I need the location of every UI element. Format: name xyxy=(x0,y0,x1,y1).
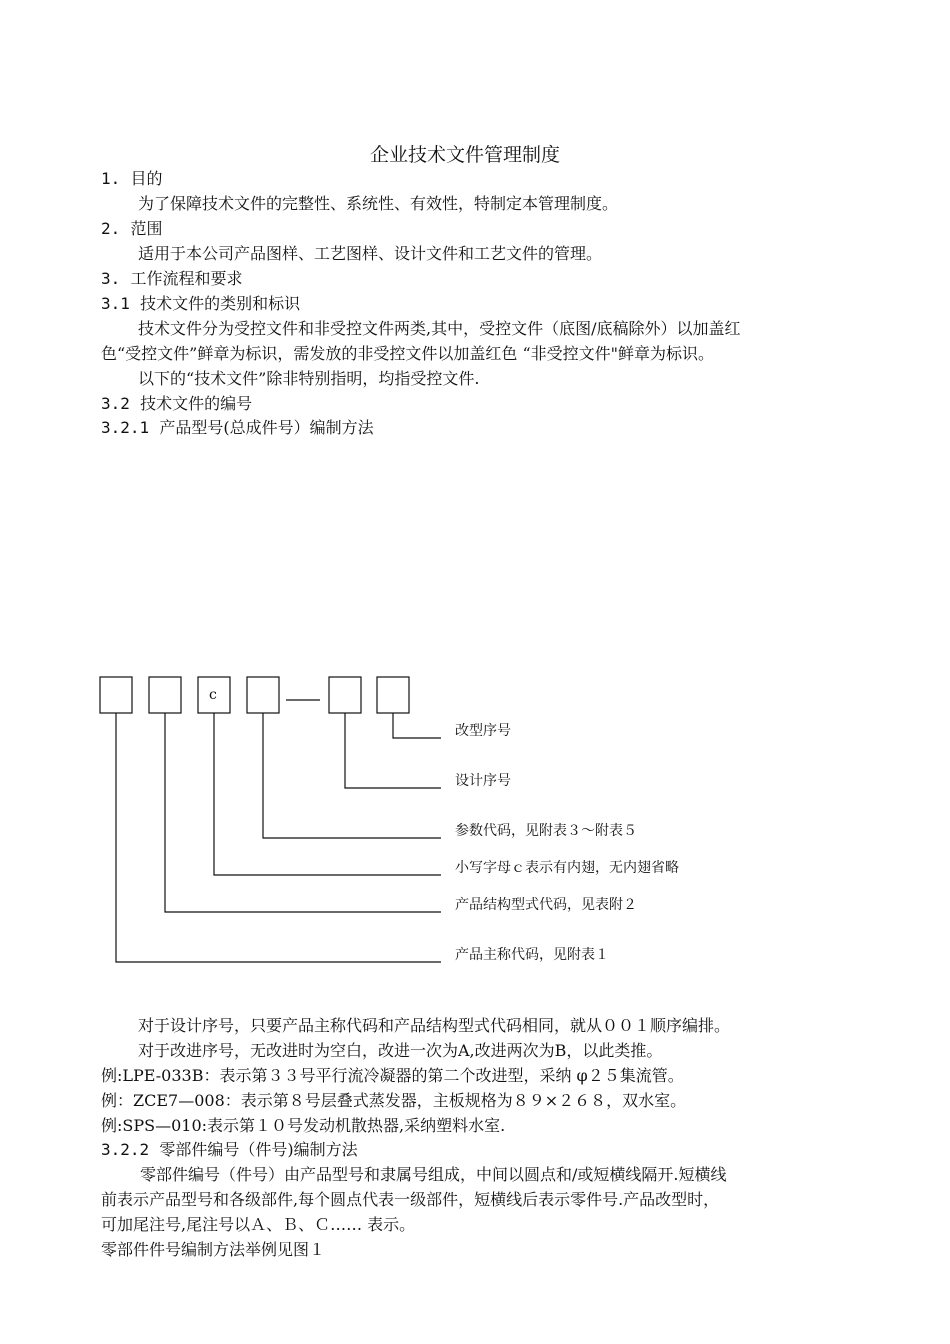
section-3-2-2-para-last: 零部件件号编制方法举例见图１ xyxy=(101,1240,326,1259)
code-box-2 xyxy=(149,677,181,713)
example-2: 例：ZCE7—008：表示第８号层叠式蒸发器，主板规格为８９×２６８，双水室。 xyxy=(101,1091,687,1110)
label-inner-fin-letter: 小写字母ｃ表示有内翅，无内翅省略 xyxy=(455,860,679,876)
section-number: 1. xyxy=(101,169,121,188)
section-title: 工作流程和要求 xyxy=(130,269,243,288)
section-3-2-heading xyxy=(101,393,252,415)
section-title: 零部件编号（件号)编制方法 xyxy=(159,1140,358,1159)
section-number: 2. xyxy=(101,219,121,238)
section-1-body: 为了保障技术文件的完整性、系统性、有效性，特制定本管理制度。 xyxy=(138,194,619,213)
code-box-5 xyxy=(329,677,361,713)
section-title: 技术文件的编号 xyxy=(140,394,253,413)
leader-line-3 xyxy=(214,713,441,875)
label-design-serial: 设计序号 xyxy=(455,773,511,789)
section-3-1-para-2: 以下的“技术文件”除非特别指明，均指受控文件. xyxy=(138,369,480,388)
section-1-heading xyxy=(101,168,162,190)
section-2-body: 适用于本公司产品图样、工艺图样、设计文件和工艺文件的管理。 xyxy=(138,244,603,263)
code-box-letter: c xyxy=(209,687,217,703)
section-3-2-2-para-line-3: 可加尾注号,尾注号以Ａ、Ｂ、Ｃ…… 表示。 xyxy=(101,1215,416,1234)
page-title: 企业技术文件管理制度 xyxy=(370,144,561,166)
label-parameter-code: 参数代码，见附表３～附表５ xyxy=(455,823,637,839)
code-box-1 xyxy=(100,677,132,713)
leader-line-2 xyxy=(165,713,441,912)
label-structure-code: 产品结构型式代码，见表附２ xyxy=(455,897,637,913)
section-3-1-para-line-1: 技术文件分为受控文件和非受控文件两类,其中，受控文件（底图/底稿除外）以加盖红 xyxy=(138,319,741,338)
label-product-name-code: 产品主称代码，见附表１ xyxy=(455,947,609,963)
leader-line-6 xyxy=(393,713,441,738)
section-number: 3.2.1 xyxy=(101,418,150,437)
example-1: 例:LPE-033B：表示第３３号平行流冷凝器的第二个改进型，采纳 φ２５集流管。 xyxy=(101,1066,684,1085)
section-3-2-2-para-line-2: 前表示产品型号和各级部件,每个圆点代表一级部件，短横线后表示零件号.产品改型时， xyxy=(101,1190,720,1209)
leader-line-4 xyxy=(263,713,441,838)
section-3-1-heading xyxy=(101,293,300,315)
section-2-heading xyxy=(101,218,162,240)
section-3-1-para-line-2: 色“受控文件”鲜章为标识，需发放的非受控文件以加盖红色 “非受控文件"鲜章为标识。 xyxy=(101,344,714,363)
section-number: 3.2 xyxy=(101,394,130,413)
example-3: 例:SPS—010:表示第１０号发动机散热器,采纳塑料水室. xyxy=(101,1116,506,1135)
code-box-4 xyxy=(247,677,279,713)
section-3-2-1-heading xyxy=(101,417,374,439)
section-number: 3.1 xyxy=(101,294,130,313)
section-title: 产品型号(总成件号）编制方法 xyxy=(159,418,374,437)
label-variant-serial: 改型序号 xyxy=(455,723,511,739)
section-3-2-2-heading xyxy=(101,1139,358,1161)
improvement-serial-paragraph: 对于改进序号，无改进时为空白，改进一次为A,改进两次为B，以此类推。 xyxy=(138,1041,663,1060)
code-box-6 xyxy=(377,677,409,713)
section-title: 技术文件的类别和标识 xyxy=(140,294,301,313)
design-serial-paragraph: 对于设计序号，只要产品主称代码和产品结构型式代码相同，就从００１顺序编排。 xyxy=(138,1016,731,1035)
section-number: 3.2.2 xyxy=(101,1140,150,1159)
product-code-diagram xyxy=(0,660,950,980)
section-number: 3. xyxy=(101,269,121,288)
section-title: 目的 xyxy=(130,169,163,188)
section-3-2-2-para-line-1: 零部件编号（件号）由产品型号和隶属号组成，中间以圆点和/或短横线隔开.短横线 xyxy=(140,1165,727,1184)
section-3-heading xyxy=(101,268,242,290)
section-title: 范围 xyxy=(130,219,163,238)
